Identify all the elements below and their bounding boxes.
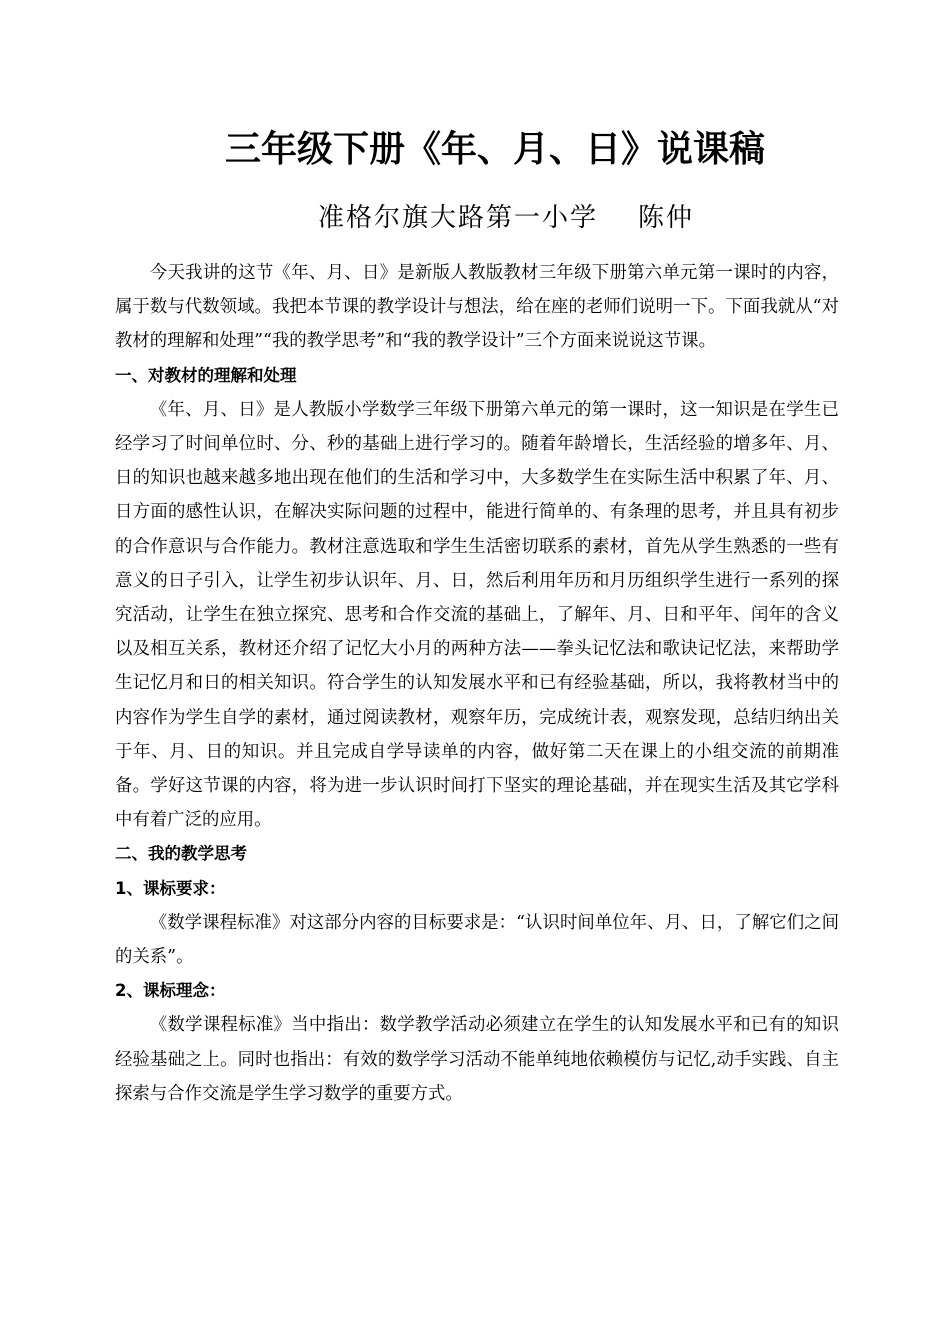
byline bbox=[318, 200, 694, 236]
section-heading-2: 二、我的教学思考 bbox=[115, 844, 247, 864]
author-name: 陈仲 bbox=[638, 203, 695, 233]
section1-paragraph: 《年、月、日》是人教版小学数学三年级下册第六单元的第一课时，这一知识是在学生已经学习了时间单位时、分、秒的基础上进行学习的。随着年龄增长，生活经验的增多年、月、日的知识也越来越多地出现在他们的生活和学习中，大多数学生在实际生活中积累了年、月、日方面的感性认识，在解决实际问题的过程中，能进行简单的、有条理的思考，并且具有初步的合作意识与合作能力。教材注意选取和学生生活密切联系的素材，首先从学生熟悉的一些有意义的日子引入，让学生初步认识年、月、日，然后利用年历和月历组织学生进行一系列的探究活动，让学生在独立探究、思考和合作交流的基础上，了解年、月、日和平年、闰年的含义以及相互关系，教材还介绍了记忆大小月的两种方法——拳头记忆法和歌诀记忆法，来帮助学生记忆月和日的相关知识。符合学生的认知发展水平和已有经验基础，所以，我将教材当中的内容作为学生自学的素材，通过阅读教材，观察年历，完成统计表，观察发现，总结归纳出关于年、月、日的知识。并且完成自学导读单的内容，做好第二天在课上的小组交流的前期准备。学好这节课的内容，将为进一步认识时间打下坚实的理论基础，并在现实生活及其它学科中有着广泛的应用。 bbox=[115, 399, 839, 831]
curriculum-requirements-paragraph: 《数学课程标准》对这部分内容的目标要求是：“认识时间单位年、月、日，了解它们之间的关系”。 bbox=[115, 912, 839, 968]
intro-paragraph: 今天我讲的这节《年、月、日》是新版人教版教材三年级下册第六单元第一课时的内容，属于数与代数领域。我把本节课的教学设计与想法，给在座的老师们说明一下。下面我就从“对教材的理解和处理”“我的教学思考”和“我的教学设计”三个方面来说说这节课。 bbox=[115, 263, 839, 352]
subsection-heading-curriculum-requirements: 1、课标要求： bbox=[115, 878, 226, 898]
subsection-heading-curriculum-philosophy: 2、课标理念： bbox=[115, 981, 226, 1001]
document-body bbox=[115, 256, 839, 1111]
section-heading-1: 一、对教材的理解和处理 bbox=[115, 365, 297, 385]
document-title: 三年级下册《年、月、日》说课稿 bbox=[224, 129, 765, 170]
curriculum-philosophy-paragraph: 《数学课程标准》当中指出：数学教学活动必须建立在学生的认知发展水平和已有的知识经验基础之上。同时也指出：有效的数学学习活动不能单纯地依赖模仿与记忆,动手实践、自主探索与合作交流是学生学习数学的重要方式。 bbox=[115, 1015, 839, 1104]
school-name: 准格尔旗大路第一小学 bbox=[318, 203, 599, 233]
